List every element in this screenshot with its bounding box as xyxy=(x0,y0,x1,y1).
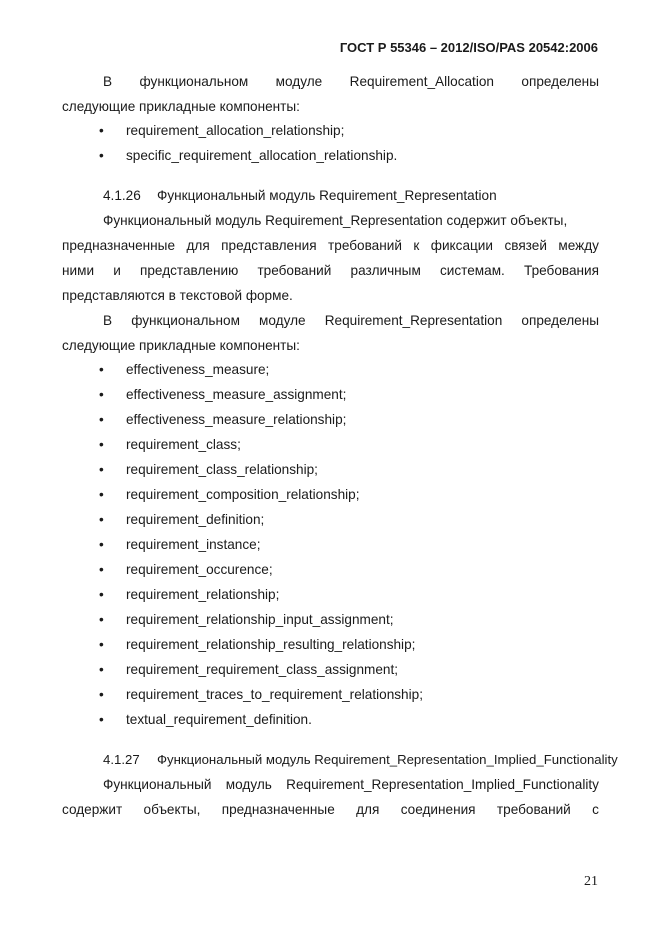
section-4126-para1-line-1: Функциональный модуль Requirement_Representation содержит объекты, xyxy=(103,213,568,228)
list-item: requirement_allocation_relationship; xyxy=(126,123,345,138)
document-header: ГОСТ Р 55346 – 2012/ISO/PAS 20542:2006 xyxy=(339,40,598,55)
bullet-icon: • xyxy=(99,637,104,652)
list-item: effectiveness_measure; xyxy=(126,362,270,377)
word: между xyxy=(558,238,599,253)
list-item: requirement_class_relationship; xyxy=(126,462,318,477)
word: к xyxy=(413,238,420,253)
word: соединения xyxy=(400,802,476,817)
bullet-icon: • xyxy=(99,148,104,163)
page-number: 21 xyxy=(584,874,598,889)
section-4126-number: 4.1.26 xyxy=(103,188,141,203)
word: содержит xyxy=(62,802,123,817)
word: фиксации xyxy=(430,238,493,253)
section-4127-number: 4.1.27 xyxy=(103,752,140,767)
word: функциональном xyxy=(139,74,249,89)
word: требований xyxy=(328,238,402,253)
bullet-icon: • xyxy=(99,562,104,577)
section-4126-para1-line-3 xyxy=(62,262,599,280)
list-item: textual_requirement_definition. xyxy=(126,712,312,727)
list-item: effectiveness_measure_assignment; xyxy=(126,387,347,402)
list-item: requirement_class; xyxy=(126,437,241,452)
list-item: specific_requirement_allocation_relationship. xyxy=(126,148,398,163)
word: представления xyxy=(221,238,317,253)
list-item: requirement_occurence; xyxy=(126,562,273,577)
list-item: requirement_definition; xyxy=(126,512,265,527)
word: с xyxy=(592,802,599,817)
list-item: effectiveness_measure_relationship; xyxy=(126,412,347,427)
word: связей xyxy=(504,238,547,253)
list-item: requirement_requirement_class_assignment; xyxy=(126,662,399,677)
list-item: requirement_traces_to_requirement_relationship; xyxy=(126,687,423,702)
section-4126-para1-line-4: представляются в текстовой форме. xyxy=(62,288,293,303)
word: определены xyxy=(521,74,599,89)
word: Requirement_Representation xyxy=(324,313,503,328)
section-4126-para1-line-2 xyxy=(62,237,599,255)
list-item: requirement_relationship_resulting_relationship; xyxy=(126,637,416,652)
word: модуле xyxy=(259,313,306,328)
word: В xyxy=(103,74,113,89)
word: Requirement_Representation_Implied_Functionality xyxy=(286,777,599,792)
section-4127-para1-line-1 xyxy=(103,776,599,794)
word: модуле xyxy=(275,74,323,89)
bullet-icon: • xyxy=(99,437,104,452)
word: для xyxy=(186,238,210,253)
bullet-icon: • xyxy=(99,412,104,427)
bullet-icon: • xyxy=(99,687,104,702)
list-item: requirement_relationship; xyxy=(126,587,280,602)
word: различным xyxy=(350,263,421,278)
section-4126-title: Функциональный модуль Requirement_Representation xyxy=(157,188,497,203)
section-4127-heading xyxy=(103,751,618,769)
word: определены xyxy=(521,313,599,328)
bullet-icon: • xyxy=(99,662,104,677)
word: и xyxy=(113,263,121,278)
word: ними xyxy=(62,263,95,278)
word: требований xyxy=(496,802,571,817)
bullet-icon: • xyxy=(99,512,104,527)
word: В xyxy=(103,313,113,328)
list-item: requirement_composition_relationship; xyxy=(126,487,360,502)
section-4126-heading xyxy=(103,187,599,205)
word: Требования xyxy=(524,263,599,278)
bullet-icon: • xyxy=(99,587,104,602)
word: системам. xyxy=(439,263,505,278)
word: объекты, xyxy=(143,802,201,817)
word: для xyxy=(356,802,380,817)
bullet-icon: • xyxy=(99,362,104,377)
word: представлению xyxy=(140,263,239,278)
bullet-icon: • xyxy=(99,612,104,627)
list-item: requirement_instance; xyxy=(126,537,261,552)
word: требований xyxy=(257,263,332,278)
list-item: requirement_relationship_input_assignment; xyxy=(126,612,394,627)
bullet-icon: • xyxy=(99,387,104,402)
section-4127-title: Функциональный модуль Requirement_Representation_Implied_Functionality xyxy=(157,752,618,767)
word: предназначенные xyxy=(221,802,335,817)
bullet-icon: • xyxy=(99,487,104,502)
bullet-icon: • xyxy=(99,123,104,138)
section-4126-para2-line-2: следующие прикладные компоненты: xyxy=(62,338,300,353)
word: функциональном xyxy=(131,313,240,328)
word: модуль xyxy=(225,777,272,792)
section-4126-para2-line-1 xyxy=(103,312,599,330)
bullet-icon: • xyxy=(99,462,104,477)
bullet-icon: • xyxy=(99,537,104,552)
word: Функциональный xyxy=(103,777,212,792)
section-4127-para1-line-2 xyxy=(62,801,599,819)
bullet-icon: • xyxy=(99,712,104,727)
allocation-intro-line-2: следующие прикладные компоненты: xyxy=(62,99,300,114)
word: предназначенные xyxy=(62,238,176,253)
word: Requirement_Allocation xyxy=(349,74,494,89)
allocation-intro-line-1 xyxy=(103,73,599,91)
